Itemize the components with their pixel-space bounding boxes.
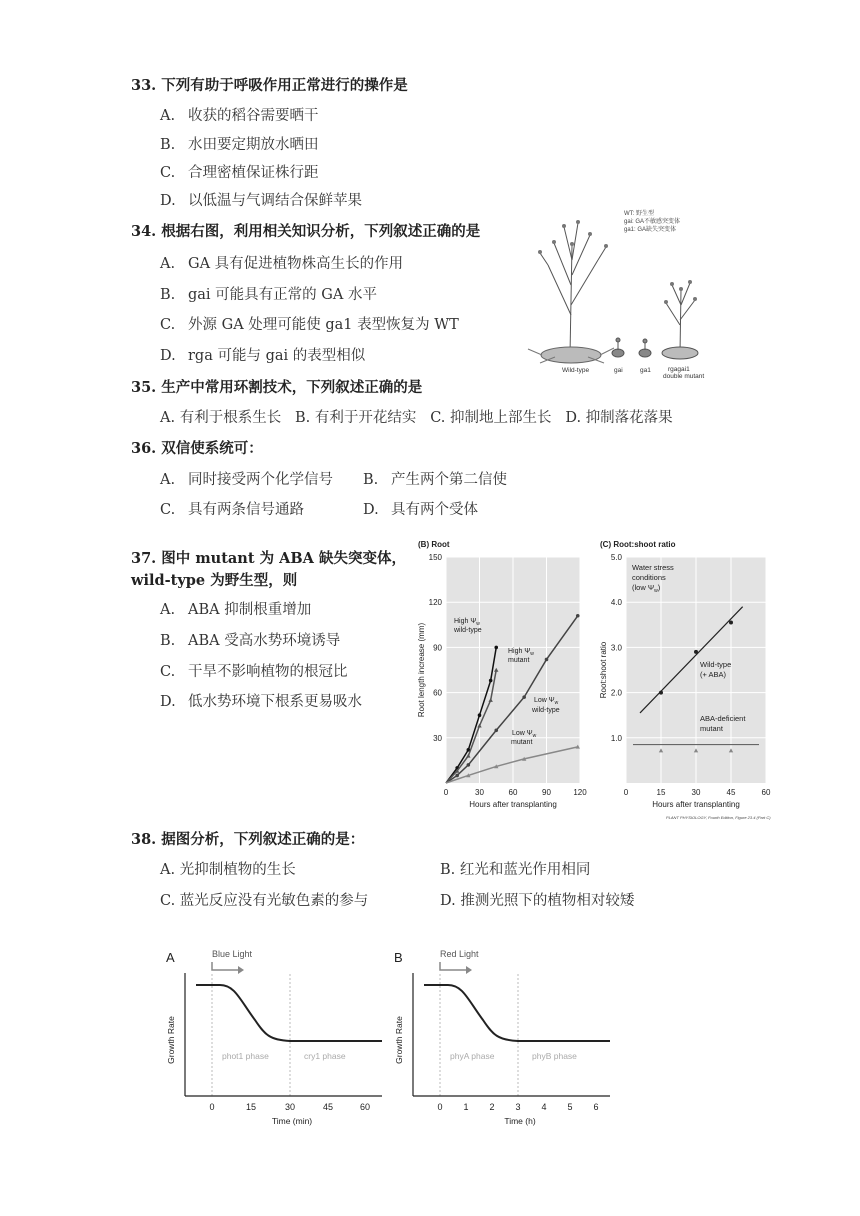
q37-option-a: A. ABA 抑制根重增加 (160, 602, 312, 618)
ratio-wt-point (659, 691, 663, 695)
legend-line-wt: WT: 野生型 (624, 211, 654, 217)
blue-tick-30: 30 (284, 1102, 296, 1112)
q34-option-a: A. GA 具有促进植物株高生长的作用 (160, 256, 404, 272)
red-xlabel: Time (h) (504, 1116, 536, 1126)
label-high-wt-2: wild-type (454, 627, 482, 634)
root-xtick-label: 90 (542, 788, 551, 797)
label-high-mut-1: High $\Psi_w$ (508, 648, 534, 657)
root-point (494, 646, 498, 650)
q36-option-c: C. 具有两条信号通路 (160, 502, 304, 518)
root-length-chart (412, 536, 592, 816)
root-xtick-label: 0 (443, 788, 449, 797)
figure-legend (624, 209, 680, 233)
question-33-title: 33. 下列有助于呼吸作用正常进行的操作是 (131, 77, 408, 94)
double-mutant-plant-icon (662, 280, 698, 359)
blue-light-label: Blue Light (212, 949, 253, 959)
panel-a-label: A (166, 950, 175, 965)
blue-xlabel: Time (min) (271, 1116, 313, 1126)
q37-option-c: C. 干旱不影响植物的根冠比 (160, 664, 348, 680)
root-ytick-label: 150 (428, 553, 442, 562)
gai-plant-icon (612, 338, 624, 357)
q34-option-c: C. 外源 GA 处理可能使 ga1 表型恢复为 WT (160, 317, 459, 333)
ratio-xtick-label: 30 (691, 788, 701, 797)
red-tick-3: 3 (515, 1102, 521, 1112)
root-xtick-label: 30 (475, 788, 484, 797)
blue-tick-15: 15 (245, 1102, 257, 1112)
q33-option-d: D. 以低温与气调结合保鲜苹果 (160, 193, 362, 209)
label-low-wt-1: Low $\Psi_w$ (534, 697, 559, 706)
q33-option-a: A. 收获的稻谷需要晒干 (160, 108, 319, 124)
q33-option-c: C. 合理密植保证株行距 (160, 165, 319, 181)
ratio-xtick-label: 45 (726, 788, 736, 797)
label-ratio-wt-1: Wild-type (700, 660, 732, 669)
question-37-title-line2: wild-type 为野生型，则 (131, 572, 298, 589)
root-point (545, 658, 549, 662)
label-ratio-mut-2: mutant (700, 724, 723, 733)
blue-growth-curve (196, 985, 382, 1041)
chart-root-xlabel: Hours after transplanting (469, 800, 557, 809)
red-tick-0: 0 (437, 1102, 443, 1112)
red-tick-2: 2 (489, 1102, 495, 1112)
phase-phot1: phot1 phase (222, 1051, 269, 1061)
root-xtick-label: 60 (508, 788, 518, 797)
root-point (489, 679, 493, 683)
q34-option-d: D. rga 可能与 gai 的表型相似 (160, 348, 366, 364)
blue-light-arrowhead (238, 966, 244, 974)
red-tick-5: 5 (567, 1102, 573, 1112)
red-tick-4: 4 (541, 1102, 547, 1112)
chart-root-ylabel: Root length increase (mm) (417, 622, 426, 718)
blue-tick-0: 0 (209, 1102, 215, 1112)
root-point (522, 695, 526, 699)
blue-tick-45: 45 (322, 1102, 334, 1112)
ratio-xtick-label: 15 (656, 788, 666, 797)
question-35-title: 35. 生产中常用环割技术，下列叙述正确的是 (131, 379, 423, 396)
root-ytick-label: 60 (433, 688, 442, 698)
phase-phya: phyA phase (450, 1051, 495, 1061)
ratio-ytick-label: 3.0 (610, 643, 622, 653)
wild-type-plant-icon (528, 220, 614, 363)
label-ratio-wt-2: (+ ABA) (700, 670, 727, 679)
red-tick-1: 1 (463, 1102, 469, 1112)
label-gai: gai (614, 367, 623, 374)
plant-phenotype-figure (520, 205, 720, 390)
root-ytick-label: 30 (433, 733, 442, 743)
label-double-mutant: double mutant (663, 373, 705, 380)
q37-option-d: D. 低水势环境下根系更易吸水 (160, 694, 362, 710)
chart-ratio-ylabel: Root:shoot ratio (599, 641, 608, 699)
blue-ylabel: Growth Rate (166, 1016, 176, 1064)
root-ytick-label: 120 (428, 598, 442, 608)
red-growth-curve (424, 985, 610, 1041)
root-xtick-label: 120 (573, 788, 587, 797)
q34-option-b: B. gai 可能具有正常的 GA 水平 (160, 287, 377, 303)
ratio-xtick-label: 0 (623, 788, 629, 797)
ratio-wt-point (694, 650, 698, 654)
root-point (455, 774, 459, 778)
root-shoot-ratio-chart (596, 536, 786, 821)
phase-phyb: phyB phase (532, 1051, 577, 1061)
label-low-wt-2: wild-type (532, 707, 560, 714)
q38-option-c: C. 蓝光反应没有光敏色素的参与 (160, 893, 369, 909)
chart-root-panel-title: (B) Root (418, 540, 450, 549)
ratio-xtick-label: 60 (761, 788, 771, 797)
chart-ratio-xlabel: Hours after transplanting (652, 800, 740, 809)
label-low-mut-1: Low $\Psi_w$ (512, 730, 537, 739)
blue-light-growth-chart (160, 940, 390, 1130)
q38-option-d: D. 推测光照下的植物相对较矮 (440, 893, 635, 909)
root-ytick-label: 90 (433, 643, 442, 653)
red-tick-6: 6 (593, 1102, 599, 1112)
q36-option-d: D. 具有两个受体 (363, 502, 478, 518)
root-point (478, 713, 482, 717)
label-high-mut-2: mutant (508, 657, 530, 664)
red-light-growth-chart (388, 940, 618, 1130)
q38-option-a: A. 光抑制植物的生长 (160, 862, 296, 878)
legend-line-gai: gai: GA不敏感突变体 (624, 219, 681, 225)
svg-text:(low Ψw): (low $\Psi_w$) (632, 583, 661, 594)
svg-text:Water stress: Water stress (632, 563, 674, 572)
ratio-ytick-label: 2.0 (610, 688, 622, 698)
q36-option-a: A. 同时接受两个化学信号 (160, 472, 333, 488)
phase-cry1: cry1 phase (304, 1051, 346, 1061)
chart-ratio-credit: PLANT PHYSIOLOGY, Fourth Edition, Figure 23.4 (Part C) (666, 815, 771, 820)
q38-option-b: B. 红光和蓝光作用相同 (440, 862, 591, 878)
svg-text:conditions: conditions (632, 573, 666, 582)
question-37-title-line1: 37. 图中 mutant 为 ABA 缺失突变体， (131, 550, 406, 567)
label-high-wt-1: High $\Psi_w$ (454, 618, 480, 627)
q37-option-b: B. ABA 受高水势环境诱导 (160, 633, 341, 649)
blue-light-arrow (212, 962, 242, 970)
red-ylabel: Growth Rate (394, 1016, 404, 1064)
legend-line-ga1: ga1: GA缺失突变体 (624, 227, 677, 233)
red-light-arrowhead (466, 966, 472, 974)
root-point (467, 763, 471, 767)
root-point (494, 728, 498, 732)
label-ga1: ga1 (640, 367, 651, 374)
ratio-ytick-label: 5.0 (610, 553, 622, 562)
label-wild-type: Wild-type (562, 367, 590, 374)
panel-b-label: B (394, 950, 403, 965)
chart-ratio-panel-title: (C) Root:shoot ratio (600, 540, 676, 549)
ratio-wt-point (729, 621, 733, 625)
root-point (576, 614, 580, 618)
ratio-ytick-label: 4.0 (610, 598, 622, 608)
blue-tick-60: 60 (359, 1102, 371, 1112)
red-light-arrow (440, 962, 470, 970)
q35-options-row: A. 有利于根系生长 B. 有利于开花结实 C. 抑制地上部生长 D. 抑制落花落果 (160, 410, 673, 426)
q33-option-b: B. 水田要定期放水晒田 (160, 137, 319, 153)
label-rgagai1: rgagai1 (668, 366, 690, 373)
red-light-label: Red Light (440, 949, 479, 959)
label-low-mut-2: mutant (511, 739, 533, 746)
question-36-title: 36. 双信使系统可： (131, 440, 263, 457)
question-38-title: 38. 据图分析，下列叙述正确的是： (131, 831, 365, 848)
ga1-plant-icon (639, 339, 651, 357)
ratio-ytick-label: 1.0 (610, 733, 622, 743)
label-ratio-mut-1: ABA-deficient (700, 714, 746, 723)
question-34-title: 34. 根据右图，利用相关知识分析，下列叙述正确的是 (131, 223, 481, 240)
q36-option-b: B. 产生两个第二信使 (363, 472, 507, 488)
